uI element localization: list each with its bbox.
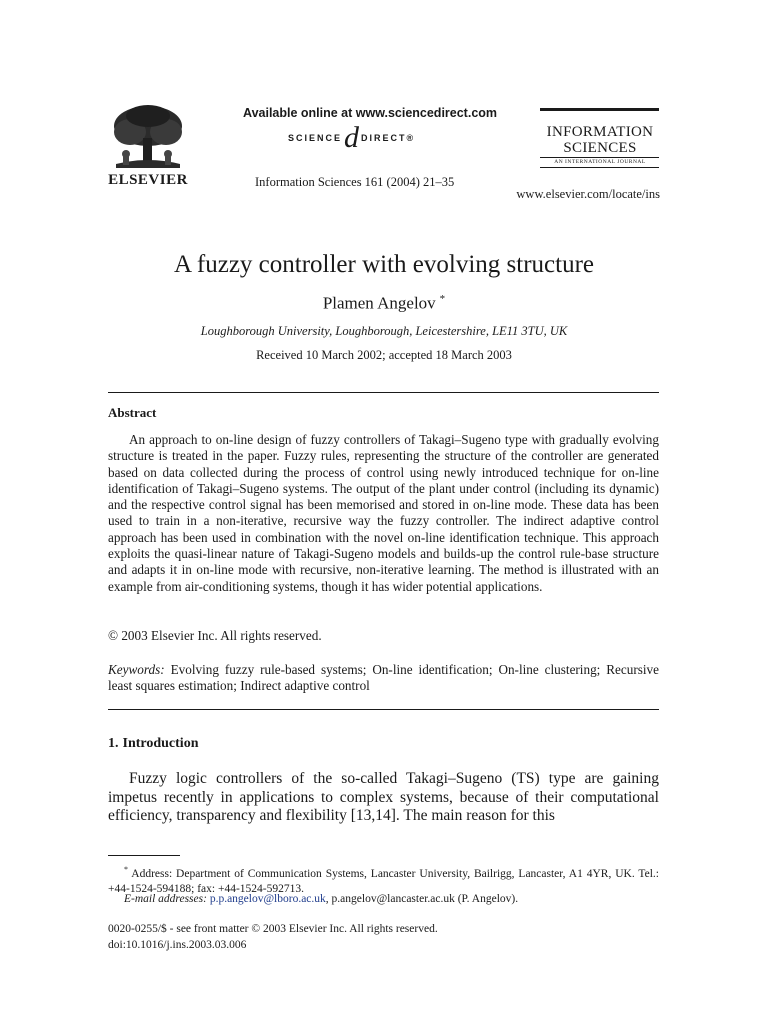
- elsevier-tree-logo: [108, 104, 188, 170]
- journal-logo-rule-mid: [540, 157, 659, 158]
- abstract-rule-top: [108, 392, 659, 393]
- section-number: 1.: [108, 736, 119, 751]
- keywords: [108, 662, 659, 695]
- received-dates: Received 10 March 2002; accepted 18 March 2003: [256, 348, 512, 362]
- journal-subtitle: AN INTERNATIONAL JOURNAL: [554, 159, 646, 165]
- keywords-label: Keywords:: [108, 662, 165, 677]
- sd-left: SCIENCE: [288, 133, 343, 143]
- publisher-name: ELSEVIER: [108, 172, 188, 188]
- issn-front-matter: 0020-0255/$ - see front matter © 2003 Elsevier Inc. All rights reserved.: [108, 923, 438, 935]
- affiliation: Loughborough University, Loughborough, Leicestershire, LE11 3TU, UK: [200, 324, 568, 338]
- journal-title-line2: SCIENCES: [563, 140, 637, 156]
- email-link-lancaster[interactable]: p.angelov@lancaster.ac.uk (P. Angelov).: [331, 893, 519, 905]
- paper-title: A fuzzy controller with evolving structure: [173, 251, 595, 278]
- available-online-text: Available online at www.sciencedirect.com: [243, 106, 498, 120]
- doi-link[interactable]: doi:10.1016/j.ins.2003.03.006: [108, 939, 247, 951]
- journal-citation: Information Sciences 161 (2004) 21–35: [255, 175, 455, 189]
- sciencedirect-logo: [288, 121, 416, 154]
- introduction-text: Fuzzy logic controllers of the so-called Takagi–Sugeno (TS) type are gaining impetus recently in applications to complex systems, because of their computational efficiency, transparency and flexibility [13,14]. The main reason for this: [108, 770, 659, 824]
- email-separator: ,: [325, 893, 329, 905]
- abstract-heading: Abstract: [108, 405, 157, 420]
- section-title: Introduction: [122, 736, 199, 751]
- journal-url-link[interactable]: www.elsevier.com/locate/ins: [516, 187, 660, 201]
- keywords-text: Evolving fuzzy rule-based systems; On-line identification; On-line clustering; Recursive least squares estimation; Indirect adaptive control: [108, 662, 659, 694]
- journal-logo-rule-bottom: [540, 167, 659, 168]
- abstract-rule-bottom: [108, 709, 659, 710]
- journal-title: [530, 124, 670, 156]
- footnote-rule: [108, 855, 180, 856]
- author-footnote: [108, 862, 659, 897]
- email-addresses: [124, 893, 518, 905]
- sd-at-icon: d: [344, 121, 360, 154]
- email-link-lboro[interactable]: p.p.angelov@lboro.ac.uk: [209, 893, 326, 905]
- author-name: Plamen Angelov: [322, 293, 436, 313]
- abstract-copyright: © 2003 Elsevier Inc. All rights reserved.: [108, 628, 322, 643]
- footnote-address: Address: Department of Communication Systems, Lancaster University, Bailrigg, Lancaster, A1 4YR, UK. Tel.: +44-1524-594188; fax: +44-1524-592713.: [108, 867, 659, 895]
- journal-title-line1: INFORMATION: [546, 124, 654, 140]
- abstract-text: An approach to on-line design of fuzzy controllers of Takagi–Sugeno type with gradually evolving structure is treated in the paper. Fuzzy rules, representing the structure of the controller are generated based on data collected during the process of control using newly introduced technique for on-line identification of Takagi–Sugeno systems. The output of the plant under control (including its dynamic) and the respective control signal has been memorised and stored in on-line mode. These data has been used to train in a non-iterative, recursive way the fuzzy controller. The indirect adaptive control approach has been used in combination with the novel on-line identification technique. This approach exploits the quasi-linear nature of Takagi-Sugeno models and builds-up the control rule-base structure and adapts it in on-line mode with recursive, non-iterative learning. The method is illustrated with an example from air-conditioning systems, though it has wider potential applications.: [108, 432, 659, 594]
- footnote-mark: *: [124, 865, 128, 874]
- journal-logo-rule-top: [540, 108, 659, 111]
- sd-right: DIRECT: [361, 133, 407, 143]
- sd-mark: ®: [406, 133, 416, 143]
- author-line: [0, 293, 768, 314]
- section-heading-introduction: [108, 736, 202, 752]
- email-label: E-mail addresses:: [124, 893, 207, 905]
- author-footnote-mark[interactable]: *: [439, 293, 446, 305]
